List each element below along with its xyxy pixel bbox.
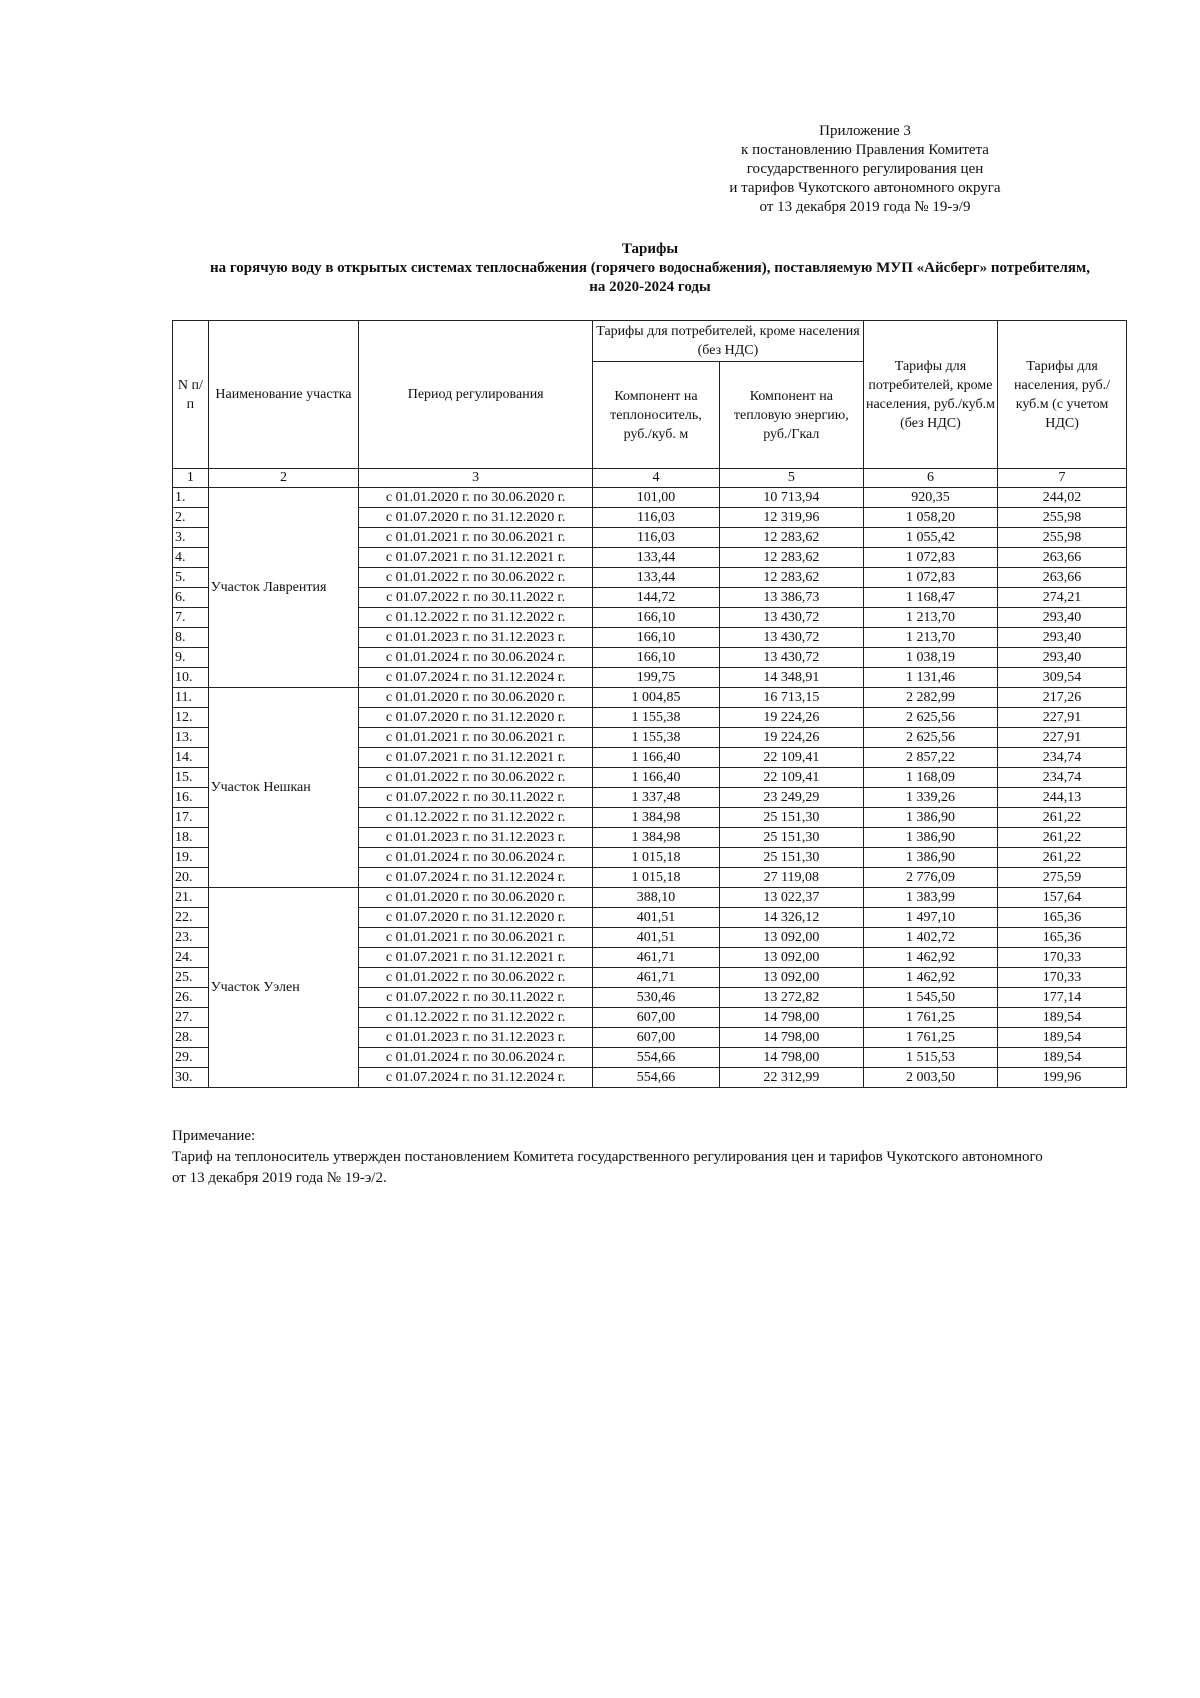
carrier-component-cell: 530,46 xyxy=(593,988,720,1008)
carrier-component-cell: 1 384,98 xyxy=(593,828,720,848)
header-period: Период регулирования xyxy=(359,321,593,469)
row-number: 11. xyxy=(173,688,209,708)
period-cell: с 01.01.2020 г. по 30.06.2020 г. xyxy=(359,488,593,508)
population-tariff-cell: 263,66 xyxy=(998,548,1127,568)
carrier-component-cell: 1 015,18 xyxy=(593,868,720,888)
carrier-component-cell: 1 166,40 xyxy=(593,768,720,788)
appendix-line: от 13 декабря 2019 года № 19-э/9 xyxy=(759,199,971,215)
period-cell: с 01.01.2020 г. по 30.06.2020 г. xyxy=(359,688,593,708)
carrier-component-cell: 461,71 xyxy=(593,948,720,968)
population-tariff-cell: 189,54 xyxy=(998,1028,1127,1048)
energy-component-cell: 13 092,00 xyxy=(719,928,863,948)
population-tariff-cell: 255,98 xyxy=(998,528,1127,548)
population-tariff-cell: 255,98 xyxy=(998,508,1127,528)
consumers-tariff-cell: 2 857,22 xyxy=(863,748,997,768)
population-tariff-cell: 244,13 xyxy=(998,788,1127,808)
row-number: 5. xyxy=(173,568,209,588)
appendix-block xyxy=(660,122,1070,217)
row-number: 29. xyxy=(173,1048,209,1068)
consumers-tariff-cell: 1 213,70 xyxy=(863,628,997,648)
notes-text: от 13 декабря 2019 года № 19-э/2. xyxy=(172,1170,387,1186)
appendix-line: и тарифов Чукотского автономного округа xyxy=(729,180,1001,196)
period-cell: с 01.07.2024 г. по 31.12.2024 г. xyxy=(359,668,593,688)
carrier-component-cell: 166,10 xyxy=(593,608,720,628)
energy-component-cell: 19 224,26 xyxy=(719,708,863,728)
consumers-tariff-cell: 1 386,90 xyxy=(863,808,997,828)
table-row xyxy=(173,688,1127,708)
energy-component-cell: 25 151,30 xyxy=(719,848,863,868)
population-tariff-cell: 217,26 xyxy=(998,688,1127,708)
carrier-component-cell: 461,71 xyxy=(593,968,720,988)
row-number: 1. xyxy=(173,488,209,508)
energy-component-cell: 12 283,62 xyxy=(719,548,863,568)
energy-component-cell: 13 386,73 xyxy=(719,588,863,608)
column-number: 4 xyxy=(593,469,720,488)
carrier-component-cell: 144,72 xyxy=(593,588,720,608)
population-tariff-cell: 227,91 xyxy=(998,708,1127,728)
consumers-tariff-cell: 1 131,46 xyxy=(863,668,997,688)
appendix-line: к постановлению Правления Комитета xyxy=(741,142,989,158)
consumers-tariff-cell: 1 339,26 xyxy=(863,788,997,808)
consumers-tariff-cell: 1 168,09 xyxy=(863,768,997,788)
header-group: Тарифы для потребителей, кроме населения (без НДС) xyxy=(593,321,864,362)
period-cell: с 01.07.2020 г. по 31.12.2020 г. xyxy=(359,908,593,928)
carrier-component-cell: 388,10 xyxy=(593,888,720,908)
area-name: Участок Уэлен xyxy=(208,888,359,1088)
consumers-tariff-cell: 1 462,92 xyxy=(863,948,997,968)
period-cell: с 01.07.2021 г. по 31.12.2021 г. xyxy=(359,548,593,568)
row-number: 9. xyxy=(173,648,209,668)
period-cell: с 01.07.2022 г. по 30.11.2022 г. xyxy=(359,588,593,608)
energy-component-cell: 12 319,96 xyxy=(719,508,863,528)
header-comp-energy: Компонент на тепловую энергию, руб./Гкал xyxy=(719,362,863,469)
energy-component-cell: 25 151,30 xyxy=(719,808,863,828)
notes-heading: Примечание: xyxy=(172,1128,256,1144)
row-number: 20. xyxy=(173,868,209,888)
notes-text: Тариф на теплоноситель утвержден постановлением Комитета государственного регулирования цен и тарифов Чукотского автономного xyxy=(172,1149,1043,1165)
consumers-tariff-cell: 1 383,99 xyxy=(863,888,997,908)
appendix-line: государственного регулирования цен xyxy=(746,161,984,177)
period-cell: с 01.12.2022 г. по 31.12.2022 г. xyxy=(359,1008,593,1028)
tariffs-table xyxy=(172,320,1127,1088)
energy-component-cell: 12 283,62 xyxy=(719,568,863,588)
row-number: 25. xyxy=(173,968,209,988)
population-tariff-cell: 170,33 xyxy=(998,948,1127,968)
population-tariff-cell: 199,96 xyxy=(998,1068,1127,1088)
population-tariff-cell: 189,54 xyxy=(998,1008,1127,1028)
consumers-tariff-cell: 2 625,56 xyxy=(863,708,997,728)
table-row xyxy=(173,488,1127,508)
energy-component-cell: 16 713,15 xyxy=(719,688,863,708)
period-cell: с 01.12.2022 г. по 31.12.2022 г. xyxy=(359,808,593,828)
energy-component-cell: 22 312,99 xyxy=(719,1068,863,1088)
carrier-component-cell: 1 004,85 xyxy=(593,688,720,708)
carrier-component-cell: 1 337,48 xyxy=(593,788,720,808)
carrier-component-cell: 401,51 xyxy=(593,928,720,948)
population-tariff-cell: 165,36 xyxy=(998,928,1127,948)
energy-component-cell: 22 109,41 xyxy=(719,768,863,788)
column-number: 5 xyxy=(719,469,863,488)
energy-component-cell: 14 798,00 xyxy=(719,1048,863,1068)
energy-component-cell: 13 430,72 xyxy=(719,608,863,628)
consumers-tariff-cell: 1 462,92 xyxy=(863,968,997,988)
carrier-component-cell: 1 166,40 xyxy=(593,748,720,768)
energy-component-cell: 12 283,62 xyxy=(719,528,863,548)
period-cell: с 01.07.2021 г. по 31.12.2021 г. xyxy=(359,748,593,768)
population-tariff-cell: 170,33 xyxy=(998,968,1127,988)
document-title xyxy=(172,240,1128,297)
carrier-component-cell: 1 384,98 xyxy=(593,808,720,828)
period-cell: с 01.01.2023 г. по 31.12.2023 г. xyxy=(359,828,593,848)
energy-component-cell: 13 430,72 xyxy=(719,648,863,668)
carrier-component-cell: 554,66 xyxy=(593,1068,720,1088)
row-number: 6. xyxy=(173,588,209,608)
row-number: 30. xyxy=(173,1068,209,1088)
column-number: 2 xyxy=(208,469,359,488)
period-cell: с 01.01.2022 г. по 30.06.2022 г. xyxy=(359,568,593,588)
title-line: Тарифы xyxy=(621,241,679,257)
row-number: 23. xyxy=(173,928,209,948)
population-tariff-cell: 263,66 xyxy=(998,568,1127,588)
consumers-tariff-cell: 1 168,47 xyxy=(863,588,997,608)
population-tariff-cell: 244,02 xyxy=(998,488,1127,508)
table-row xyxy=(173,888,1127,908)
row-number: 7. xyxy=(173,608,209,628)
row-number: 14. xyxy=(173,748,209,768)
energy-component-cell: 23 249,29 xyxy=(719,788,863,808)
consumers-tariff-cell: 1 386,90 xyxy=(863,828,997,848)
carrier-component-cell: 116,03 xyxy=(593,508,720,528)
header-population: Тарифы для населения, руб./куб.м (с учетом НДС) xyxy=(998,321,1127,469)
consumers-tariff-cell: 1 386,90 xyxy=(863,848,997,868)
consumers-tariff-cell: 2 003,50 xyxy=(863,1068,997,1088)
carrier-component-cell: 199,75 xyxy=(593,668,720,688)
consumers-tariff-cell: 2 776,09 xyxy=(863,868,997,888)
consumers-tariff-cell: 1 402,72 xyxy=(863,928,997,948)
consumers-tariff-cell: 1 058,20 xyxy=(863,508,997,528)
row-number: 22. xyxy=(173,908,209,928)
period-cell: с 01.07.2021 г. по 31.12.2021 г. xyxy=(359,948,593,968)
row-number: 13. xyxy=(173,728,209,748)
period-cell: с 01.01.2023 г. по 31.12.2023 г. xyxy=(359,628,593,648)
population-tariff-cell: 189,54 xyxy=(998,1048,1127,1068)
energy-component-cell: 14 798,00 xyxy=(719,1008,863,1028)
carrier-component-cell: 607,00 xyxy=(593,1008,720,1028)
consumers-tariff-cell: 1 213,70 xyxy=(863,608,997,628)
energy-component-cell: 25 151,30 xyxy=(719,828,863,848)
area-name: Участок Лаврентия xyxy=(208,488,359,688)
period-cell: с 01.01.2024 г. по 30.06.2024 г. xyxy=(359,1048,593,1068)
table-body xyxy=(173,488,1127,1088)
period-cell: с 01.01.2021 г. по 30.06.2021 г. xyxy=(359,928,593,948)
title-line: на 2020-2024 годы xyxy=(589,279,711,295)
column-number: 6 xyxy=(863,469,997,488)
carrier-component-cell: 401,51 xyxy=(593,908,720,928)
column-number-row xyxy=(173,469,1127,488)
row-number: 27. xyxy=(173,1008,209,1028)
consumers-tariff-cell: 1 072,83 xyxy=(863,568,997,588)
population-tariff-cell: 261,22 xyxy=(998,828,1127,848)
period-cell: с 01.07.2020 г. по 31.12.2020 г. xyxy=(359,708,593,728)
period-cell: с 01.01.2022 г. по 30.06.2022 г. xyxy=(359,968,593,988)
population-tariff-cell: 165,36 xyxy=(998,908,1127,928)
row-number: 2. xyxy=(173,508,209,528)
population-tariff-cell: 275,59 xyxy=(998,868,1127,888)
period-cell: с 01.01.2023 г. по 31.12.2023 г. xyxy=(359,1028,593,1048)
population-tariff-cell: 261,22 xyxy=(998,808,1127,828)
period-cell: с 01.07.2020 г. по 31.12.2020 г. xyxy=(359,508,593,528)
carrier-component-cell: 166,10 xyxy=(593,628,720,648)
row-number: 10. xyxy=(173,668,209,688)
consumers-tariff-cell: 1 761,25 xyxy=(863,1008,997,1028)
header-comp-carrier: Компонент на теплоноситель, руб./куб. м xyxy=(593,362,720,469)
row-number: 24. xyxy=(173,948,209,968)
energy-component-cell: 19 224,26 xyxy=(719,728,863,748)
consumers-tariff-cell: 1 515,53 xyxy=(863,1048,997,1068)
period-cell: с 01.01.2024 г. по 30.06.2024 г. xyxy=(359,848,593,868)
period-cell: с 01.12.2022 г. по 31.12.2022 г. xyxy=(359,608,593,628)
row-number: 17. xyxy=(173,808,209,828)
population-tariff-cell: 274,21 xyxy=(998,588,1127,608)
period-cell: с 01.01.2021 г. по 30.06.2021 г. xyxy=(359,528,593,548)
carrier-component-cell: 101,00 xyxy=(593,488,720,508)
consumers-tariff-cell: 1 055,42 xyxy=(863,528,997,548)
carrier-component-cell: 133,44 xyxy=(593,568,720,588)
row-number: 3. xyxy=(173,528,209,548)
consumers-tariff-cell: 1 038,19 xyxy=(863,648,997,668)
row-number: 21. xyxy=(173,888,209,908)
row-number: 15. xyxy=(173,768,209,788)
period-cell: с 01.07.2024 г. по 31.12.2024 г. xyxy=(359,868,593,888)
energy-component-cell: 14 326,12 xyxy=(719,908,863,928)
carrier-component-cell: 166,10 xyxy=(593,648,720,668)
carrier-component-cell: 133,44 xyxy=(593,548,720,568)
consumers-tariff-cell: 920,35 xyxy=(863,488,997,508)
header-num: N п/п xyxy=(173,321,209,469)
header-consumers: Тарифы для потребителей, кроме населения, руб./куб.м (без НДС) xyxy=(863,321,997,469)
row-number: 18. xyxy=(173,828,209,848)
period-cell: с 01.01.2022 г. по 30.06.2022 г. xyxy=(359,768,593,788)
row-number: 26. xyxy=(173,988,209,1008)
energy-component-cell: 13 092,00 xyxy=(719,968,863,988)
energy-component-cell: 13 272,82 xyxy=(719,988,863,1008)
period-cell: с 01.07.2022 г. по 30.11.2022 г. xyxy=(359,988,593,1008)
population-tariff-cell: 293,40 xyxy=(998,648,1127,668)
population-tariff-cell: 293,40 xyxy=(998,628,1127,648)
period-cell: с 01.01.2020 г. по 30.06.2020 г. xyxy=(359,888,593,908)
column-number: 7 xyxy=(998,469,1127,488)
row-number: 19. xyxy=(173,848,209,868)
population-tariff-cell: 234,74 xyxy=(998,748,1127,768)
row-number: 16. xyxy=(173,788,209,808)
population-tariff-cell: 157,64 xyxy=(998,888,1127,908)
carrier-component-cell: 116,03 xyxy=(593,528,720,548)
carrier-component-cell: 554,66 xyxy=(593,1048,720,1068)
row-number: 12. xyxy=(173,708,209,728)
energy-component-cell: 22 109,41 xyxy=(719,748,863,768)
period-cell: с 01.07.2024 г. по 31.12.2024 г. xyxy=(359,1068,593,1088)
population-tariff-cell: 177,14 xyxy=(998,988,1127,1008)
row-number: 28. xyxy=(173,1028,209,1048)
consumers-tariff-cell: 2 625,56 xyxy=(863,728,997,748)
header-area: Наименование участка xyxy=(208,321,359,469)
row-number: 4. xyxy=(173,548,209,568)
notes-block xyxy=(172,1126,1132,1189)
population-tariff-cell: 309,54 xyxy=(998,668,1127,688)
population-tariff-cell: 227,91 xyxy=(998,728,1127,748)
energy-component-cell: 10 713,94 xyxy=(719,488,863,508)
carrier-component-cell: 1 015,18 xyxy=(593,848,720,868)
population-tariff-cell: 293,40 xyxy=(998,608,1127,628)
energy-component-cell: 14 798,00 xyxy=(719,1028,863,1048)
period-cell: с 01.01.2024 г. по 30.06.2024 г. xyxy=(359,648,593,668)
population-tariff-cell: 261,22 xyxy=(998,848,1127,868)
period-cell: с 01.07.2022 г. по 30.11.2022 г. xyxy=(359,788,593,808)
energy-component-cell: 27 119,08 xyxy=(719,868,863,888)
period-cell: с 01.01.2021 г. по 30.06.2021 г. xyxy=(359,728,593,748)
consumers-tariff-cell: 2 282,99 xyxy=(863,688,997,708)
appendix-line: Приложение 3 xyxy=(819,123,911,139)
row-number: 8. xyxy=(173,628,209,648)
consumers-tariff-cell: 1 545,50 xyxy=(863,988,997,1008)
energy-component-cell: 14 348,91 xyxy=(719,668,863,688)
consumers-tariff-cell: 1 761,25 xyxy=(863,1028,997,1048)
energy-component-cell: 13 022,37 xyxy=(719,888,863,908)
carrier-component-cell: 1 155,38 xyxy=(593,708,720,728)
energy-component-cell: 13 430,72 xyxy=(719,628,863,648)
column-number: 1 xyxy=(173,469,209,488)
carrier-component-cell: 607,00 xyxy=(593,1028,720,1048)
population-tariff-cell: 234,74 xyxy=(998,768,1127,788)
area-name: Участок Нешкан xyxy=(208,688,359,888)
title-line: на горячую воду в открытых системах теплоснабжения (горячего водоснабжения), поставляемую МУП «Айсберг» потребителям, xyxy=(209,260,1091,276)
energy-component-cell: 13 092,00 xyxy=(719,948,863,968)
column-number: 3 xyxy=(359,469,593,488)
consumers-tariff-cell: 1 497,10 xyxy=(863,908,997,928)
carrier-component-cell: 1 155,38 xyxy=(593,728,720,748)
consumers-tariff-cell: 1 072,83 xyxy=(863,548,997,568)
